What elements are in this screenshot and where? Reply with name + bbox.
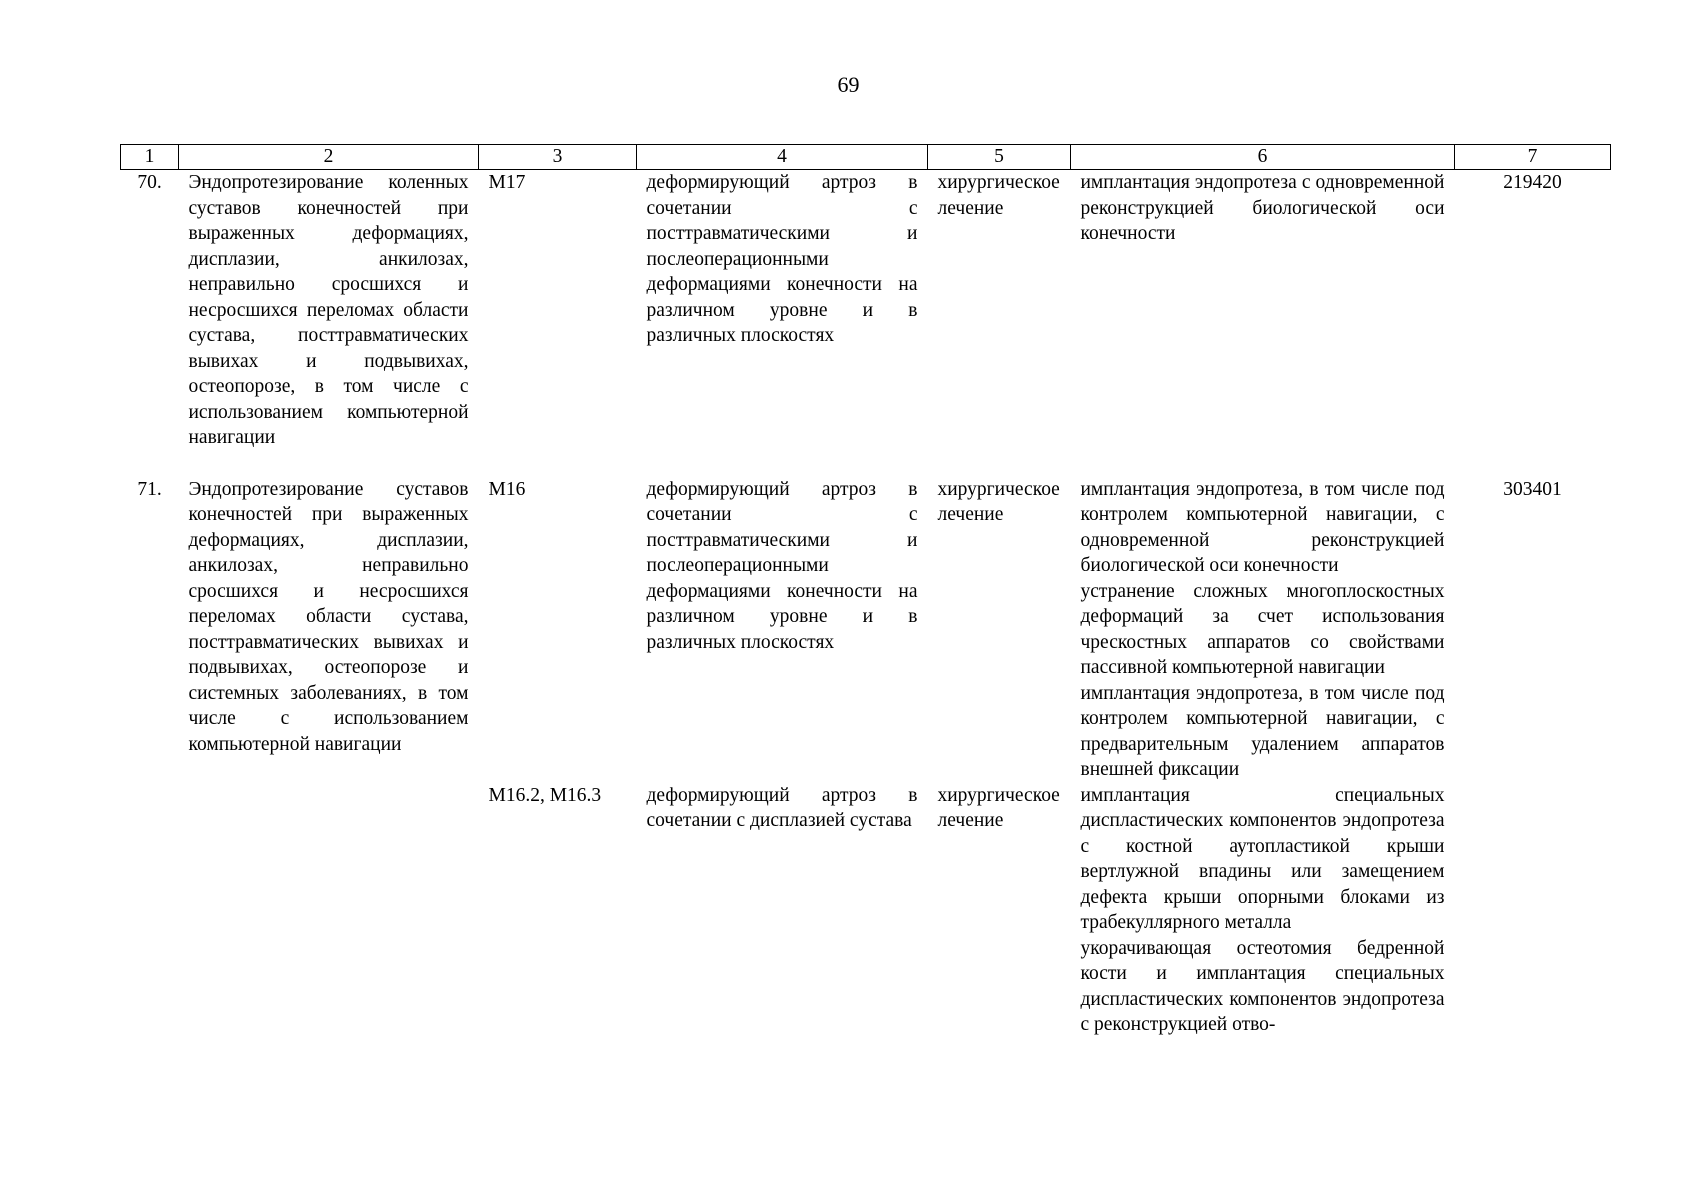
treatment-methods — [1071, 783, 1455, 1038]
diagnosis-model: деформирующий артроз в сочетании с посттравматическими и послеоперационными деформациями конечности на различном уровне и в различных плоскостях — [646, 478, 918, 653]
icd-code: M16.2, M16.3 — [488, 784, 602, 806]
treatment-method: укорачивающая остеотомия бедренной кости и имплантация специальных диспластических компонентов эндопротеза с реконструкцией отво- — [1080, 937, 1445, 1035]
treatment-method: устранение сложных многоплоскостных деформаций за счет использования чрескостных аппаратов со свойствами пассивной компьютерной навигации — [1080, 580, 1445, 678]
header-row — [121, 145, 1611, 170]
row-number — [121, 783, 179, 1038]
treatment-method: имплантация эндопротеза, в том числе под контролем компьютерной навигации, с одновременной реконструкцией биологической оси конечности — [1080, 478, 1445, 576]
diagnosis-model: деформирующий артроз в сочетании с посттравматическими и послеоперационными деформациями конечности на различном уровне и в различных плоскостях — [646, 172, 918, 346]
header-col-4: 4 — [637, 145, 928, 170]
header-col-1: 1 — [121, 145, 179, 170]
header-col-7: 7 — [1455, 145, 1611, 170]
cost-value — [1455, 783, 1611, 1038]
cost-value: 219420 — [1503, 172, 1562, 193]
icd-code: M17 — [488, 172, 526, 193]
intervention-name: Эндопротезирование коленных суставов конечностей при выраженных деформациях, дисплазии, анкилозах, неправильно сросшихся и несросшихся переломах области сустава, посттравматических вывихах и подвывихах, остеопорозе, в том числе с использованием компьютерной навигации — [188, 172, 469, 448]
intervention-name: Эндопротезирование суставов конечностей при выраженных деформациях, дисплазии, анкилозах, неправильно сросшихся и несросшихся переломах области сустава, посттравматических вывихах и подвывихах, остеопорозе и системных заболеваниях, в том числе с использованием компьютерной навигации — [188, 478, 469, 755]
table-row — [121, 783, 1611, 1038]
row-spacer — [121, 451, 1611, 477]
treatment-methods — [1071, 477, 1455, 783]
treatment-method: имплантация эндопротеза, в том числе под контролем компьютерной навигации, с предварительным удалением аппаратов внешней фиксации — [1080, 682, 1445, 780]
table-row — [121, 477, 1611, 783]
treatment-type: хирургическое лечение — [937, 784, 1060, 831]
icd-code: M16 — [488, 478, 526, 500]
treatment-type: хирургическое лечение — [937, 172, 1060, 219]
treatment-type: хирургическое лечение — [937, 478, 1060, 525]
header-col-5: 5 — [928, 145, 1071, 170]
treatment-method: имплантация эндопротеза с одновременной реконструкцией биологической оси конечности — [1080, 172, 1445, 244]
header-col-3: 3 — [479, 145, 637, 170]
cost-value: 303401 — [1503, 478, 1562, 500]
row-number: 71. — [137, 478, 162, 500]
row-number: 70. — [137, 172, 162, 193]
diagnosis-model: деформирующий артроз в сочетании с дисплазией сустава — [646, 784, 918, 831]
header-col-2: 2 — [179, 145, 479, 170]
treatment-method: имплантация специальных диспластических компонентов эндопротеза с костной аутопластикой крыши вертлужной впадины или замещением дефекта крыши опорными блоками из трабекуллярного металла — [1080, 784, 1445, 933]
medical-care-table — [120, 144, 1611, 1038]
intervention-name — [179, 783, 479, 1038]
page-number: 69 — [837, 72, 860, 97]
table-row — [121, 170, 1611, 451]
treatment-methods — [1071, 170, 1455, 451]
header-col-6: 6 — [1071, 145, 1455, 170]
